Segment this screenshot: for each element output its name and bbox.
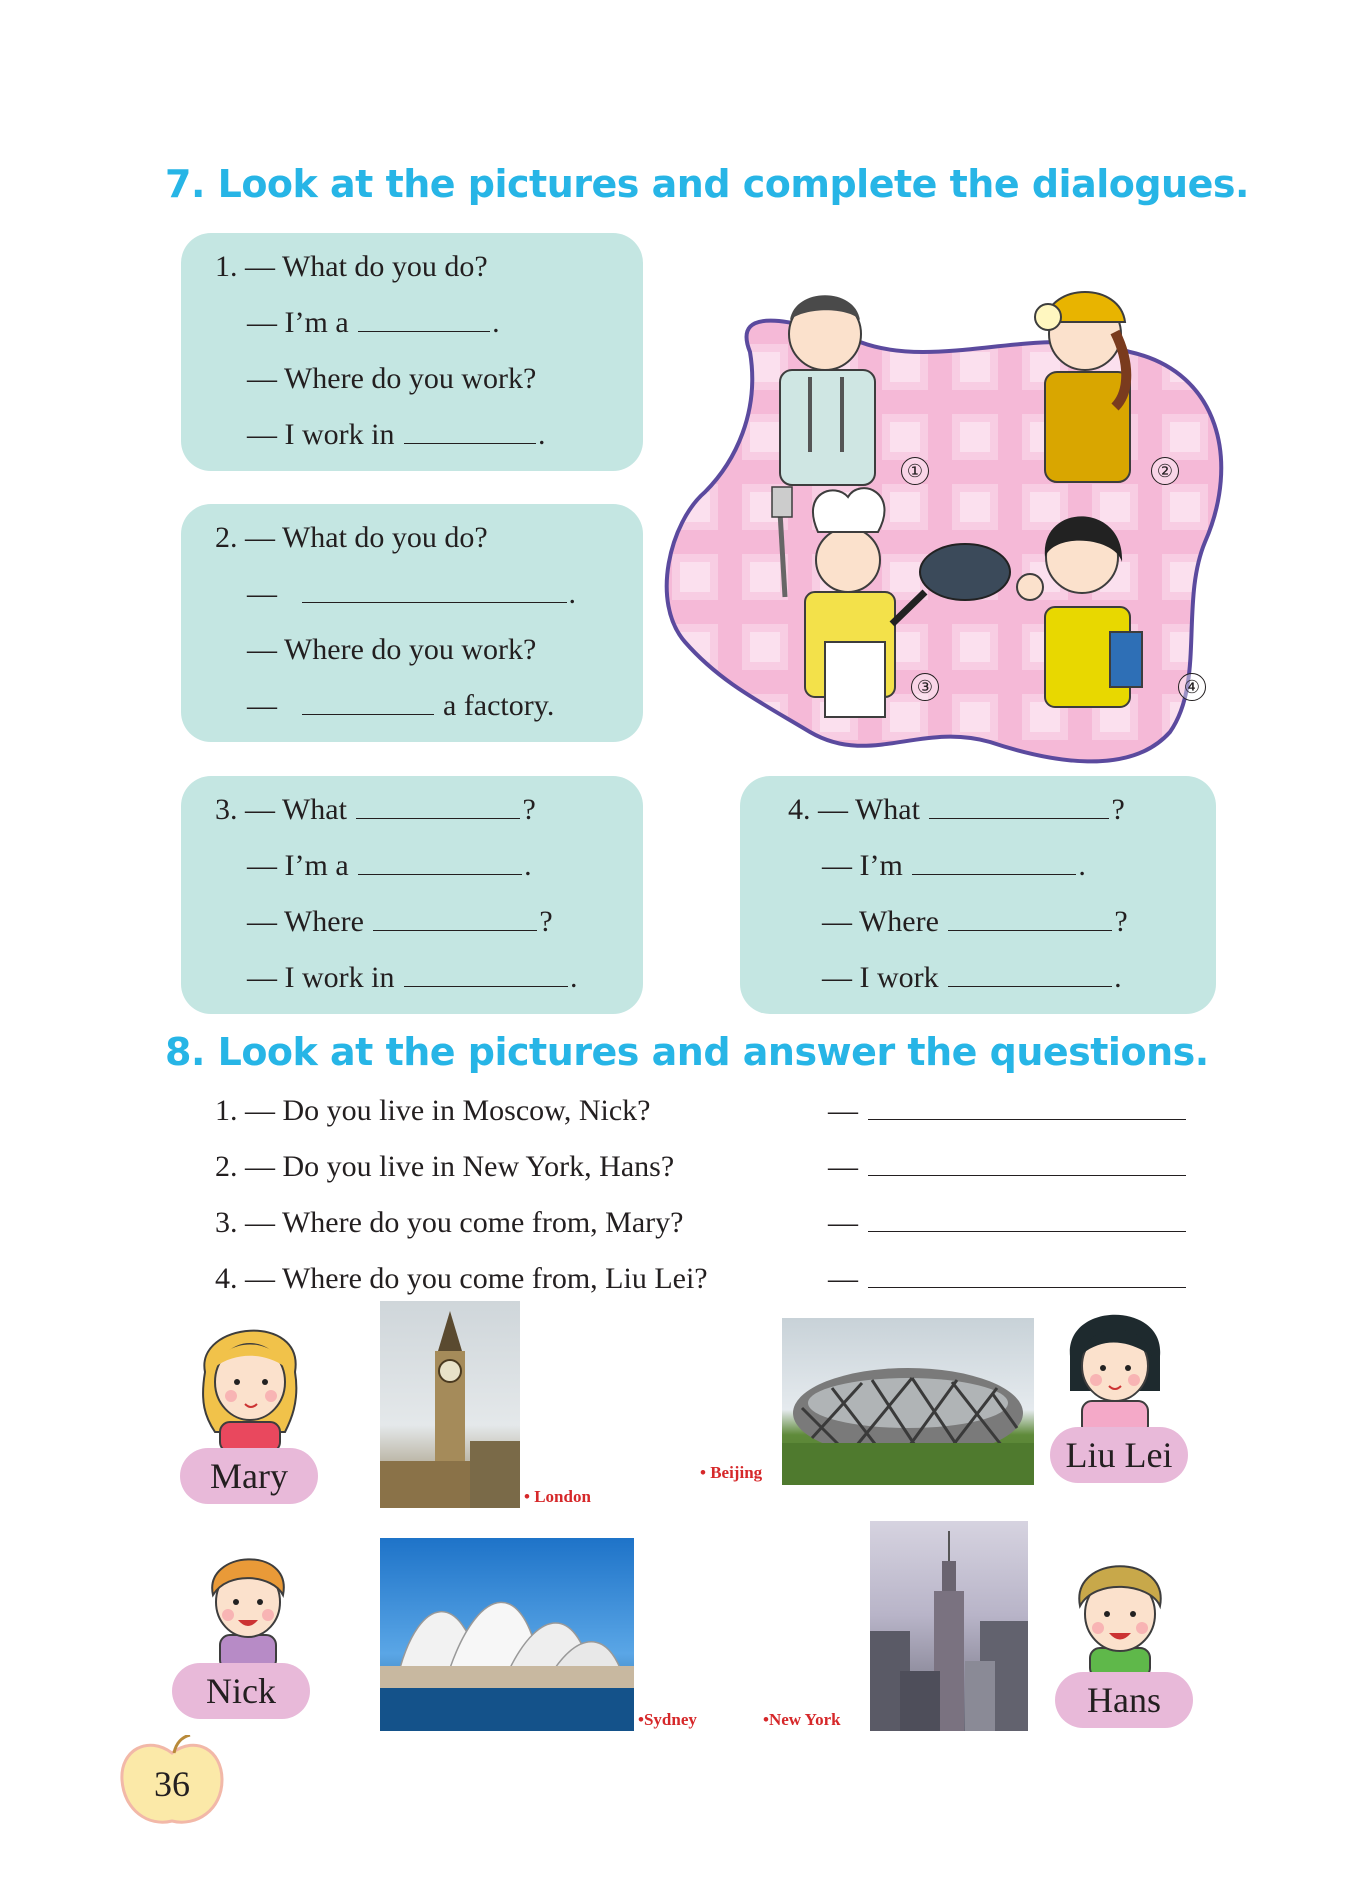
answer-blank[interactable] [404,960,568,987]
question-4: 4. — Where do you come from, Liu Lei? [215,1262,708,1295]
name-pill-mary: Mary [180,1448,318,1504]
answer-blank[interactable] [373,904,537,931]
section-7-heading: 7. Look at the pictures and complete the dialogues. [165,162,1249,206]
dialogue-4-line-3: — Where ? [822,905,1128,938]
question-1: 1. — Do you live in Moscow, Nick? [215,1094,651,1127]
new-york-photo [870,1521,1028,1731]
answer-blank[interactable] [948,960,1112,987]
dialogue-2-line-1: 2. — What do you do? [215,521,488,554]
dialogue-2-line-3: — Where do you work? [247,633,537,666]
opera-house-image [380,1538,634,1731]
dialogue-2-line-2: — . [247,577,576,610]
dialogue-box-1 [181,233,643,471]
dialogue-1-line-3: — Where do you work? [247,362,537,395]
name-pill-nick: Nick [172,1663,310,1719]
dialogue-4-line-1: 4. — What ? [788,793,1125,826]
dialogue-3-line-3: — Where ? [247,905,553,938]
answer-line-3: — [828,1205,1188,1241]
answer-line-4: — [828,1261,1188,1297]
city-label-sydney: •Sydney [638,1710,697,1729]
answer-blank[interactable] [356,792,520,819]
dialogue-1-line-4: — I work in . [247,418,546,451]
beijing-photo [782,1318,1034,1485]
city-label-new-york: •New York [763,1710,841,1729]
picture-number-2: ② [1151,457,1179,485]
name-pill-hans: Hans [1055,1672,1193,1728]
picture-number-4: ④ [1178,673,1206,701]
doctor-figure [780,295,875,485]
nick-avatar [198,1540,298,1670]
answer-blank[interactable] [302,576,567,603]
hans-avatar [1065,1548,1175,1678]
dialogue-1-line-2: — I’m a . [247,306,500,339]
answer-blank[interactable] [868,1261,1186,1288]
answer-line-2: — [828,1149,1188,1185]
answer-blank[interactable] [948,904,1112,931]
city-label-beijing: • Beijing [700,1463,763,1482]
dialogue-3-line-4: — I work in . [247,961,578,994]
answer-blank[interactable] [404,417,536,444]
answer-line-1: — [828,1093,1188,1129]
answer-blank[interactable] [912,848,1076,875]
question-3: 3. — Where do you come from, Mary? [215,1206,684,1239]
dialogue-3-line-2: — I’m a . [247,849,532,882]
picture-number-1: ① [901,457,929,485]
dialogue-box-3 [181,776,643,1014]
miner-figure [1035,292,1130,482]
birds-nest-image [782,1318,1034,1485]
page-number-badge [118,1735,226,1827]
dialogue-box-2 [181,504,643,742]
dialogue-4-line-2: — I’m . [822,849,1086,882]
answer-blank[interactable] [929,792,1109,819]
answer-blank[interactable] [868,1149,1186,1176]
big-ben-image [380,1301,520,1508]
dialogue-3-line-1: 3. — What ? [215,793,536,826]
answer-blank[interactable] [868,1093,1186,1120]
mary-avatar [195,1312,305,1452]
dialogue-1-line-1: 1. — What do you do? [215,250,488,283]
empire-state-image [870,1521,1028,1731]
dialogue-2-line-4: — a factory. [247,689,555,722]
london-photo [380,1301,520,1508]
liu-lei-avatar [1060,1296,1170,1436]
answer-blank[interactable] [302,688,434,715]
city-label-london: • London [524,1487,591,1506]
answer-blank[interactable] [868,1205,1186,1232]
dialogue-box-4 [740,776,1216,1014]
question-2: 2. — Do you live in New York, Hans? [215,1150,675,1183]
picture-number-3: ③ [911,673,939,701]
dialogue-4-line-4: — I work . [822,961,1122,994]
occupations-picture [660,262,1230,777]
page-number: 36 [154,1764,190,1804]
answer-blank[interactable] [358,305,490,332]
answer-blank[interactable] [358,848,522,875]
name-pill-liu-lei: Liu Lei [1050,1427,1188,1483]
sydney-photo [380,1538,634,1731]
occupations-illustration [660,262,1230,777]
section-8-heading: 8. Look at the pictures and answer the questions. [165,1030,1209,1074]
